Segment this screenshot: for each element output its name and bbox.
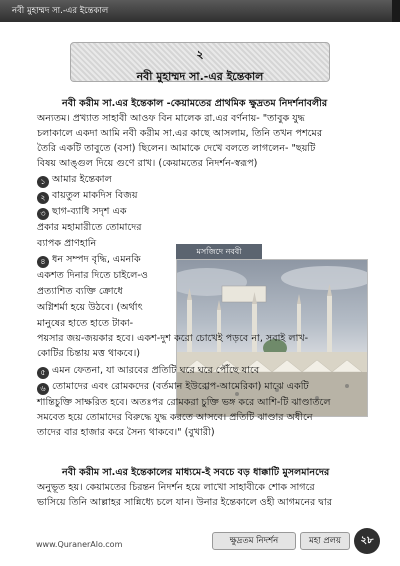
chapter-number: ২	[196, 48, 204, 61]
list-item: ব্যাপক প্রাণহানি	[37, 238, 97, 249]
intro-line: নবী করীম সা.এর ইন্তেকাল -কেয়ামতের প্রাথমিক ক্ষুদ্রতম নিদর্শনাবলীর	[62, 98, 328, 109]
intro-line: বিষয় আঙ্গুল দিয়ে গুণে রাখ। (কেয়ামতের নিদর্শন-স্বরূপ)	[37, 158, 258, 169]
number-bullet: ৬	[37, 383, 49, 395]
list-item: ৫ এমন ফেতনা, যা আরবের প্রতিটি ঘরে ঘরে পৌঁছে যাবে	[37, 363, 259, 379]
footer-book-title: মহা প্রলয়	[300, 532, 350, 550]
body-line: সমবেত হয়ে তোমাদের বিরুদ্ধে যুদ্ধ করতে আসবে। প্রতিটি ঝাণ্ডার অধীনে	[37, 412, 313, 423]
body-line: তাদের বার হাজার করে সৈন্য থাকবে।" (বুখারী)	[37, 427, 215, 438]
closing-line: নবী করীম সা.এর ইন্তেকালের মাধ্যমে-ই সবচে বড় ধাক্কাটি মুসলমানদের	[62, 467, 330, 478]
list-item: প্রত্যাশিত ব্যক্তি ক্রোধে	[37, 286, 123, 297]
list-item: অগ্নিশর্মা হয়ে উঠবে। (অর্থাৎ	[37, 302, 143, 313]
header-edge	[392, 0, 400, 22]
chapter-heading-box	[70, 42, 330, 82]
list-item: ৪ ধন সম্পদ বৃদ্ধি, এমনকি	[37, 252, 141, 268]
page-number: ২৮	[354, 528, 380, 554]
intro-line: তৈরি একটি তাবুতে (বসা) ছিলেন। আমাকে দেখে বলতে লাগলেন- "ছয়টি	[37, 143, 316, 154]
number-bullet: ২	[37, 192, 49, 204]
list-item: মানুষের হাতে হাতে টাকা-	[37, 318, 134, 329]
body-line: কোটির চিন্তায় মত্ত থাকবে।)	[37, 348, 141, 359]
number-bullet: ১	[37, 176, 49, 188]
footer-section-label: ক্ষুদ্রতম নিদর্শন	[212, 532, 296, 550]
list-item: ৩ ছাগ-ব্যাধি সদৃশ এক	[37, 204, 127, 220]
intro-line: অন্যতম। প্রখ্যাত সাহাবী আওফ বিন মালেক রা.এর বর্ণনায়- "তাবুক যুদ্ধ	[37, 113, 305, 124]
running-header	[0, 0, 400, 22]
list-item: ২ বায়তুল মাকদিস বিজয়	[37, 188, 137, 204]
body-line: পয়সার জয়-জয়কার হবে। একশ-দুশ করো চোখেই পড়বে না, সবাই লাখ-	[37, 333, 309, 344]
running-title: নবী মুহাম্মদ সা.-এর ইন্তেকাল	[12, 6, 109, 16]
list-item: প্রকার মহামারীতে তোমাদের	[37, 222, 142, 233]
list-item: একশত দিনার দিতে চাইলে-ও	[37, 270, 148, 281]
number-bullet: ৫	[37, 367, 49, 379]
number-bullet: ৪	[37, 256, 49, 268]
number-bullet: ৩	[37, 208, 49, 220]
intro-line: চলাকালে একদা আমি নবী করীম সা.এর কাছে আসলাম, তিনি তখন পশমের	[37, 128, 323, 139]
footer-website: www.QuranerAlo.com	[36, 540, 123, 549]
closing-line: ভাসিয়ে তিনি আল্লাহর সান্নিধ্যে চলে যান। উনার ইন্তেকালে ওহী আগমনের দ্বার	[37, 497, 333, 508]
figure-caption: মসজিদে নববী	[176, 244, 262, 259]
chapter-title: নবী মুহাম্মদ সা.-এর ইন্তেকাল	[136, 70, 264, 83]
body-line: শান্তিচুক্তি সাক্ষরিত হবে। অতঃপর রোমকরা চুক্তি ভঙ্গ করে আশি-টি ঝাণ্ডাতলে	[37, 397, 331, 408]
list-item: ১ আমার ইন্তেকাল	[37, 172, 112, 188]
closing-line: অনুভূত হয়। কেয়ামতের চিরন্তন নিদর্শন হয়ে লাখো সাহাবীকে শোক সাগরে	[37, 482, 315, 493]
list-item: ৬ তোমাদের এবং রোমকদের (বর্তমান ইউরোপ-আমেরিকা) মাঝে একটি	[37, 379, 309, 395]
